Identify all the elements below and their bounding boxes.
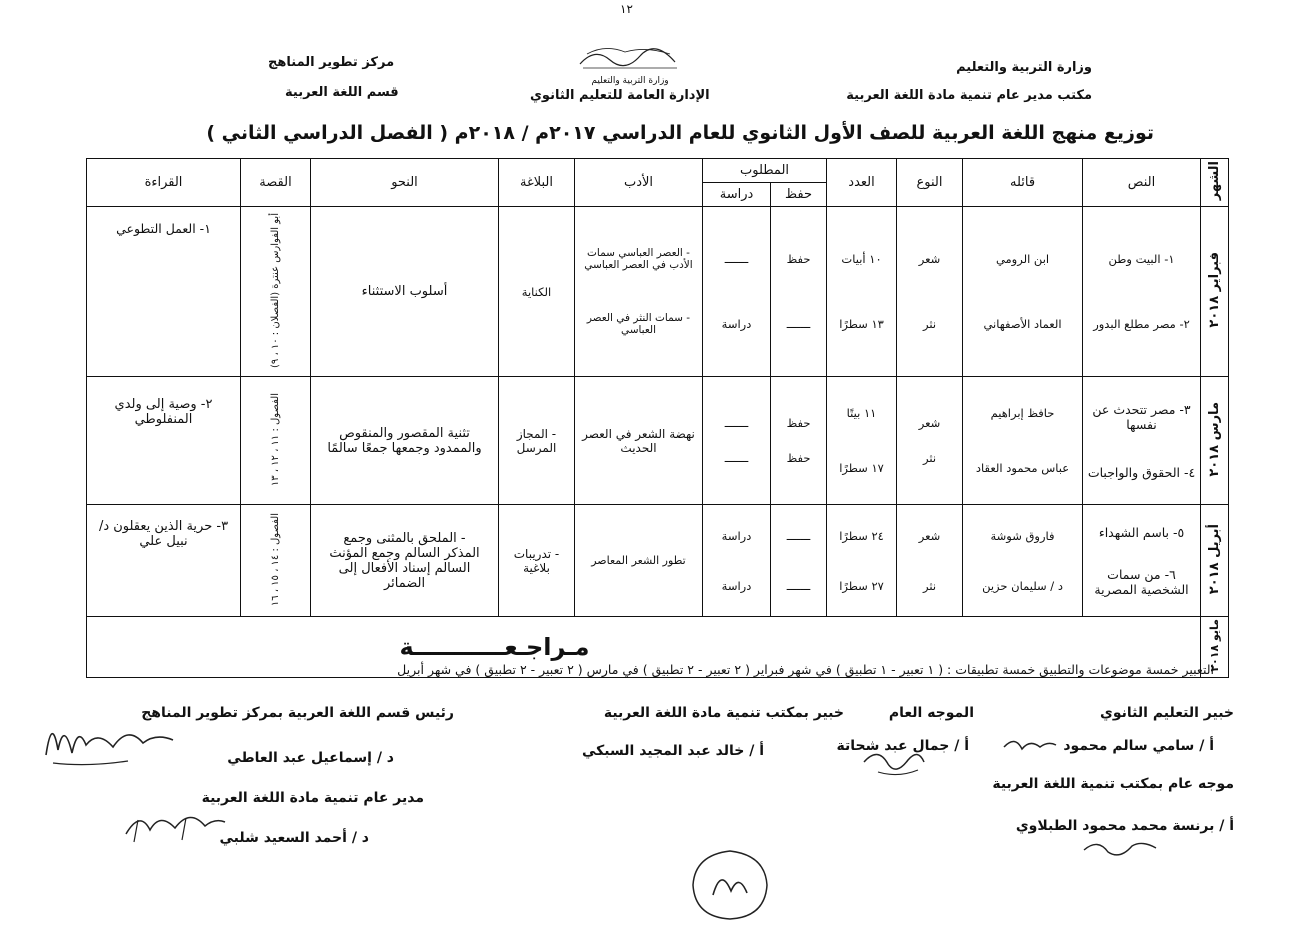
header-text: النص [1083,159,1201,207]
month-cell: فبراير ٢٠١٨ [1201,207,1229,377]
header-office: مكتب مدير عام تنمية مادة اللغة العربية [846,88,1092,103]
handwritten-signature-icon [1080,832,1160,862]
sig-title-director: مدير عام تنمية مادة اللغة العربية [201,790,424,806]
sig-name-khaled: أ / خالد عبد المجيد السبكي [582,743,764,759]
rhetoric-cell: - المجاز المرسل [499,377,575,505]
author-cell: ابن الرومي العماد الأصفهاني [963,207,1083,377]
sig-name-ahmed: د / أحمد السعيد شلبي [219,830,369,846]
expression-note: التعبير خمسة موضوعات والتطبيق خمسة تطبيقات : ( ١ تعبير - ١ تطبيق ) في شهر فبراير ( ٢ تعبير - ٢ تطبيق ) في مارس ( ٢ تعبير - ٢ تطبيق ) في شهر أبريل [397,662,1214,677]
document-title: توزيع منهج اللغة العربية للصف الأول الثانوي للعام الدراسي ٢٠١٧م / ٢٠١٨م ( الفصل الدراسي الثاني ) [206,122,1154,144]
handwritten-signature-icon [685,845,775,925]
header-rhetoric: البلاغة [499,159,575,207]
rhetoric-cell: - تدريبات بلاغية [499,505,575,617]
story-cell: أبو الفوارس عنترة (الفصلان : ١٠ ، ٩) [241,207,311,377]
table-row [87,207,1229,377]
header-directorate: الإدارة العامة للتعليم الثانوي [530,88,710,103]
type-cell: شعر نثر [897,505,963,617]
sig-title-office-supervisor: موجه عام بمكتب تنمية اللغة العربية [992,776,1234,792]
header-curriculum-center: مركز تطوير المناهج [268,55,395,70]
header-story: القصة [241,159,311,207]
header-count: العدد [827,159,897,207]
author-cell: حافظ إبراهيم عباس محمود العقاد [963,377,1083,505]
grammar-cell: أسلوب الاستثناء [311,207,499,377]
study-cell: دراسة دراسة [703,505,771,617]
header-reading: القراءة [87,159,241,207]
count-cell: ١١ بيتًا ١٧ سطرًا [827,377,897,505]
study-cell: ـــــــ ـــــــ [703,377,771,505]
month-cell: مارس ٢٠١٨ [1201,377,1229,505]
sig-title-general-supervisor: الموجه العام [888,705,974,721]
page-number: ١٢ [620,2,633,16]
header-ministry: وزارة التربية والتعليم [956,60,1092,75]
handwritten-signature-icon [858,742,928,780]
header-literature: الأدب [575,159,703,207]
grammar-cell: - الملحق بالمثنى وجمع المذكر السالم وجمع المؤنث السالم إسناد الأفعال إلى الضمائر [311,505,499,617]
curriculum-table [86,158,1229,678]
memorize-cell: حفظ ـــــــ [771,207,827,377]
text-cell: ١- البيت وطن ٢- مصر مطلع البدور [1083,207,1201,377]
author-cell: فاروق شوشة د / سليمان حزين [963,505,1083,617]
sig-name-gamal: أ / جمال عبد شحاتة [836,738,969,754]
seal-text: وزارة التربية والتعليم [591,76,669,86]
header-arabic-department: قسم اللغة العربية [285,85,399,100]
story-cell: الفصول : ١١ ، ١٢ ، ١٣ [241,377,311,505]
rhetoric-cell: الكناية [499,207,575,377]
sig-title-office-expert: خبير بمكتب تنمية مادة اللغة العربية [603,705,844,721]
handwritten-signature-icon [120,800,230,850]
sig-name-ismail: د / إسماعيل عبد العاطي [227,750,394,766]
story-cell: الفصول : ١٤ ، ١٥ ، ١٦ [241,505,311,617]
month-cell: مايو ٢٠١٨ [1201,617,1229,678]
header-memorize: حفظ [771,183,827,207]
header-author: قائله [963,159,1083,207]
header-grammar: النحو [311,159,499,207]
text-cell: ٥- باسم الشهداء ٦- من سمات الشخصية المصرية [1083,505,1201,617]
literature-cell: نهضة الشعر في العصر الحديث [575,377,703,505]
table-row [87,377,1229,505]
calligraphy-seal-icon [575,42,685,72]
handwritten-signature-icon [1000,733,1060,757]
literature-cell: - العصر العباسي سمات الأدب في العصر العباسي - سمات النثر في العصر العباسي [575,207,703,377]
handwritten-signature-icon [38,705,178,775]
header-type: النوع [897,159,963,207]
header-study: دراسة [703,183,771,207]
reading-cell: ٢- وصية إلى ولدي المنفلوطي [87,377,241,505]
grammar-cell: تثنية المقصور والمنقوص والممدود وجمعها جمعًا سالمًا [311,377,499,505]
type-cell: شعر نثر [897,377,963,505]
sig-title-department-head: رئيس قسم اللغة العربية بمركز تطوير المناهج [141,705,454,721]
memorize-cell: حفظ حفظ [771,377,827,505]
table-row [87,505,1229,617]
memorize-cell: ـــــــ ـــــــ [771,505,827,617]
study-cell: ـــــــ دراسة [703,207,771,377]
sig-name-barnasa: أ / برنسة محمد محمود الطبلاوي [1015,818,1234,834]
count-cell: ٢٤ سطرًا ٢٧ سطرًا [827,505,897,617]
sig-name-sami: أ / سامي سالم محمود [1063,738,1214,754]
reading-cell: ١- العمل التطوعي [87,207,241,377]
reading-cell: ٣- حرية الذين يعقلون د/ نبيل علي [87,505,241,617]
text-cell: ٣- مصر تتحدث عن نفسها ٤- الحقوق والواجبات [1083,377,1201,505]
header-required: المطلوب [703,159,827,183]
sig-title-secondary-expert: خبير التعليم الثانوي [1100,705,1234,721]
type-cell: شعر نثر [897,207,963,377]
count-cell: ١٠ أبيات ١٣ سطرًا [827,207,897,377]
review-label: مـراجـعـــــــــــة [399,633,590,662]
month-cell: أبريل ٢٠١٨ [1201,505,1229,617]
ministry-seal [575,42,685,86]
header-month: الشهر [1201,159,1229,207]
literature-cell: تطور الشعر المعاصر [575,505,703,617]
